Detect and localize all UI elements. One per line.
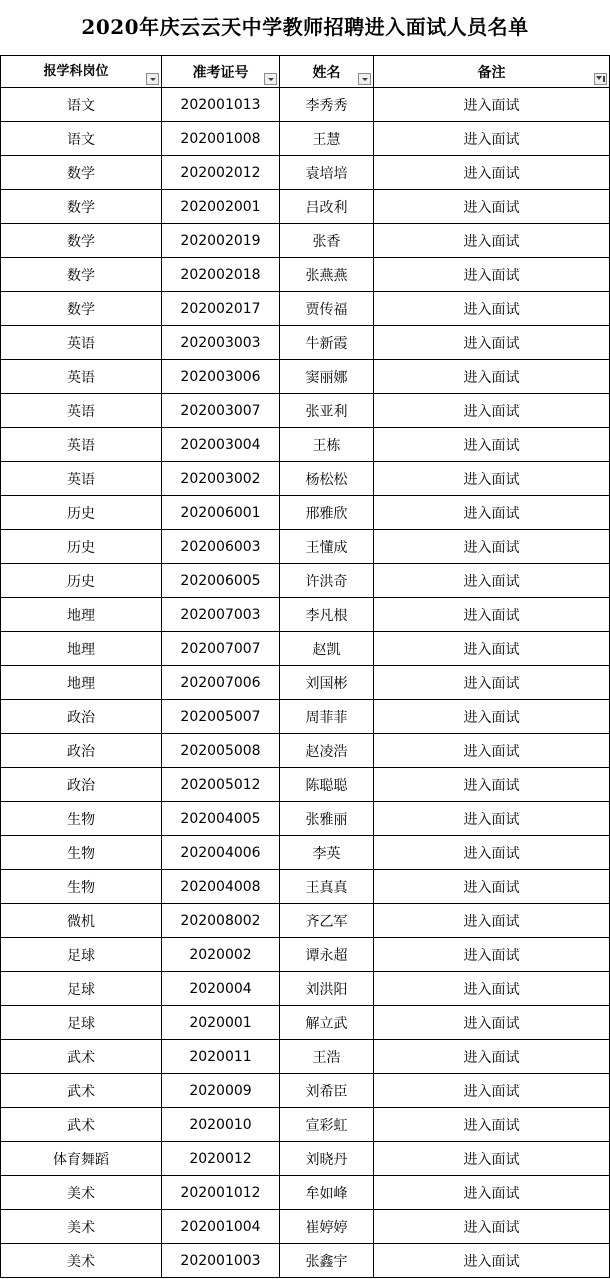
cell-subject[interactable]: 政治 <box>1 734 162 768</box>
cell-remark[interactable]: 进入面试 <box>374 156 610 190</box>
candidate-table <box>0 55 610 1278</box>
table-row <box>1 802 610 836</box>
cell-remark[interactable]: 进入面试 <box>374 564 610 598</box>
filter-active-icon[interactable] <box>594 73 607 85</box>
cell-name[interactable]: 崔婷婷 <box>280 1210 374 1244</box>
table-row <box>1 190 610 224</box>
cell-exam-id[interactable]: 202003004 <box>162 428 280 462</box>
cell-remark[interactable]: 进入面试 <box>374 326 610 360</box>
cell-subject[interactable]: 地理 <box>1 598 162 632</box>
table-row <box>1 1244 610 1278</box>
cell-remark[interactable]: 进入面试 <box>374 972 610 1006</box>
header-exam-id <box>162 56 280 88</box>
cell-name[interactable]: 王懂成 <box>280 530 374 564</box>
table-row <box>1 258 610 292</box>
table-row <box>1 666 610 700</box>
cell-exam-id[interactable]: 202002017 <box>162 292 280 326</box>
cell-subject[interactable]: 语文 <box>1 122 162 156</box>
cell-exam-id[interactable]: 202007003 <box>162 598 280 632</box>
cell-exam-id[interactable]: 202002018 <box>162 258 280 292</box>
cell-exam-id[interactable]: 202007006 <box>162 666 280 700</box>
table-row <box>1 598 610 632</box>
cell-exam-id[interactable]: 2020001 <box>162 1006 280 1040</box>
cell-subject[interactable]: 武术 <box>1 1074 162 1108</box>
cell-name[interactable]: 陈聪聪 <box>280 768 374 802</box>
cell-remark[interactable]: 进入面试 <box>374 88 610 122</box>
cell-remark[interactable]: 进入面试 <box>374 802 610 836</box>
table-row <box>1 122 610 156</box>
table-row <box>1 224 610 258</box>
cell-remark[interactable]: 进入面试 <box>374 496 610 530</box>
cell-remark[interactable]: 进入面试 <box>374 1006 610 1040</box>
cell-exam-id[interactable]: 2020010 <box>162 1108 280 1142</box>
cell-subject[interactable]: 足球 <box>1 938 162 972</box>
table-row <box>1 1210 610 1244</box>
cell-subject[interactable]: 政治 <box>1 700 162 734</box>
cell-remark[interactable]: 进入面试 <box>374 122 610 156</box>
cell-exam-id[interactable]: 202006003 <box>162 530 280 564</box>
table-row <box>1 88 610 122</box>
cell-exam-id[interactable]: 202006005 <box>162 564 280 598</box>
cell-remark[interactable]: 进入面试 <box>374 598 610 632</box>
cell-name[interactable]: 周菲菲 <box>280 700 374 734</box>
cell-subject[interactable]: 英语 <box>1 394 162 428</box>
cell-exam-id[interactable]: 202001008 <box>162 122 280 156</box>
cell-exam-id[interactable]: 2020009 <box>162 1074 280 1108</box>
cell-name[interactable]: 刘洪阳 <box>280 972 374 1006</box>
header-subject <box>1 56 162 88</box>
table-row <box>1 360 610 394</box>
filter-dropdown-icon[interactable] <box>146 73 159 85</box>
cell-name[interactable]: 牟如峰 <box>280 1176 374 1210</box>
cell-remark[interactable]: 进入面试 <box>374 224 610 258</box>
cell-exam-id[interactable]: 202006001 <box>162 496 280 530</box>
cell-name[interactable]: 王慧 <box>280 122 374 156</box>
cell-exam-id[interactable]: 202001013 <box>162 88 280 122</box>
table-row <box>1 530 610 564</box>
cell-remark[interactable]: 进入面试 <box>374 530 610 564</box>
table-row <box>1 462 610 496</box>
cell-subject[interactable]: 武术 <box>1 1040 162 1074</box>
cell-subject[interactable]: 语文 <box>1 88 162 122</box>
cell-name[interactable]: 刘国彬 <box>280 666 374 700</box>
cell-name[interactable]: 李英 <box>280 836 374 870</box>
cell-remark[interactable]: 进入面试 <box>374 904 610 938</box>
cell-remark[interactable]: 进入面试 <box>374 632 610 666</box>
table-row <box>1 1040 610 1074</box>
cell-remark[interactable]: 进入面试 <box>374 1142 610 1176</box>
cell-name[interactable]: 赵凯 <box>280 632 374 666</box>
table-row <box>1 1074 610 1108</box>
cell-subject[interactable]: 历史 <box>1 496 162 530</box>
cell-exam-id[interactable]: 202003006 <box>162 360 280 394</box>
page-title: 2020年庆云云天中学教师招聘进入面试人员名单 <box>81 15 529 39</box>
cell-exam-id[interactable]: 202005008 <box>162 734 280 768</box>
cell-subject[interactable]: 地理 <box>1 666 162 700</box>
table-row <box>1 632 610 666</box>
header-remark <box>374 56 610 88</box>
cell-subject[interactable]: 美术 <box>1 1210 162 1244</box>
cell-remark[interactable]: 进入面试 <box>374 1108 610 1142</box>
cell-exam-id[interactable]: 2020004 <box>162 972 280 1006</box>
cell-subject[interactable]: 英语 <box>1 462 162 496</box>
cell-subject[interactable]: 足球 <box>1 972 162 1006</box>
cell-exam-id[interactable]: 202004006 <box>162 836 280 870</box>
header-name-label: 姓名 <box>312 64 341 81</box>
cell-name[interactable]: 张鑫宇 <box>280 1244 374 1278</box>
cell-subject[interactable]: 政治 <box>1 768 162 802</box>
cell-exam-id[interactable]: 202001003 <box>162 1244 280 1278</box>
table-row <box>1 156 610 190</box>
cell-name[interactable]: 窦丽娜 <box>280 360 374 394</box>
cell-name[interactable]: 杨松松 <box>280 462 374 496</box>
cell-exam-id[interactable]: 202002019 <box>162 224 280 258</box>
header-name <box>280 56 374 88</box>
cell-subject[interactable]: 生物 <box>1 870 162 904</box>
cell-name[interactable]: 李秀秀 <box>280 88 374 122</box>
cell-subject[interactable]: 数学 <box>1 292 162 326</box>
table-row <box>1 836 610 870</box>
cell-remark[interactable]: 进入面试 <box>374 870 610 904</box>
cell-name[interactable]: 王栋 <box>280 428 374 462</box>
cell-name[interactable]: 解立武 <box>280 1006 374 1040</box>
cell-subject[interactable]: 足球 <box>1 1006 162 1040</box>
cell-remark[interactable]: 进入面试 <box>374 428 610 462</box>
cell-subject[interactable]: 英语 <box>1 360 162 394</box>
cell-remark[interactable]: 进入面试 <box>374 666 610 700</box>
cell-subject[interactable]: 数学 <box>1 224 162 258</box>
table-row <box>1 904 610 938</box>
cell-remark[interactable]: 进入面试 <box>374 360 610 394</box>
cell-exam-id[interactable]: 202001004 <box>162 1210 280 1244</box>
header-remark-label: 备注 <box>477 64 506 81</box>
cell-exam-id[interactable]: 202002001 <box>162 190 280 224</box>
cell-remark[interactable]: 进入面试 <box>374 1040 610 1074</box>
table-header-row <box>1 56 610 88</box>
cell-remark[interactable]: 进入面试 <box>374 938 610 972</box>
cell-remark[interactable]: 进入面试 <box>374 258 610 292</box>
cell-exam-id[interactable]: 2020011 <box>162 1040 280 1074</box>
cell-name[interactable]: 刘晓丹 <box>280 1142 374 1176</box>
cell-exam-id[interactable]: 2020002 <box>162 938 280 972</box>
table-row <box>1 870 610 904</box>
cell-remark[interactable]: 进入面试 <box>374 734 610 768</box>
cell-name[interactable]: 袁培培 <box>280 156 374 190</box>
cell-name[interactable]: 邢雅欣 <box>280 496 374 530</box>
cell-remark[interactable]: 进入面试 <box>374 1244 610 1278</box>
cell-name[interactable]: 赵凌浩 <box>280 734 374 768</box>
cell-name[interactable]: 王真真 <box>280 870 374 904</box>
cell-remark[interactable]: 进入面试 <box>374 190 610 224</box>
cell-remark[interactable]: 进入面试 <box>374 700 610 734</box>
table-row <box>1 972 610 1006</box>
cell-exam-id[interactable]: 202005007 <box>162 700 280 734</box>
filter-dropdown-icon[interactable] <box>264 73 277 85</box>
table-row <box>1 564 610 598</box>
cell-subject[interactable]: 英语 <box>1 428 162 462</box>
cell-name[interactable]: 许洪奇 <box>280 564 374 598</box>
cell-exam-id[interactable]: 202008002 <box>162 904 280 938</box>
table-row <box>1 394 610 428</box>
cell-exam-id[interactable]: 2020012 <box>162 1142 280 1176</box>
cell-subject[interactable]: 数学 <box>1 190 162 224</box>
cell-subject[interactable]: 地理 <box>1 632 162 666</box>
cell-exam-id[interactable]: 202003002 <box>162 462 280 496</box>
cell-subject[interactable]: 英语 <box>1 326 162 360</box>
cell-name[interactable]: 宣彩虹 <box>280 1108 374 1142</box>
cell-exam-id[interactable]: 202001012 <box>162 1176 280 1210</box>
cell-name[interactable]: 张雅丽 <box>280 802 374 836</box>
cell-remark[interactable]: 进入面试 <box>374 768 610 802</box>
filter-dropdown-icon[interactable] <box>358 73 371 85</box>
cell-name[interactable]: 谭永超 <box>280 938 374 972</box>
cell-remark[interactable]: 进入面试 <box>374 394 610 428</box>
cell-exam-id[interactable]: 202003003 <box>162 326 280 360</box>
table-row <box>1 292 610 326</box>
cell-remark[interactable]: 进入面试 <box>374 1210 610 1244</box>
cell-subject[interactable]: 体育舞蹈 <box>1 1142 162 1176</box>
header-exam-id-label: 准考证号 <box>192 64 249 81</box>
cell-subject[interactable]: 历史 <box>1 530 162 564</box>
cell-subject[interactable]: 生物 <box>1 836 162 870</box>
table-row <box>1 700 610 734</box>
cell-exam-id[interactable]: 202007007 <box>162 632 280 666</box>
cell-remark[interactable]: 进入面试 <box>374 1074 610 1108</box>
cell-name[interactable]: 刘希臣 <box>280 1074 374 1108</box>
cell-name[interactable]: 牛新霞 <box>280 326 374 360</box>
table-row <box>1 1176 610 1210</box>
cell-remark[interactable]: 进入面试 <box>374 1176 610 1210</box>
cell-subject[interactable]: 数学 <box>1 258 162 292</box>
cell-exam-id[interactable]: 202005012 <box>162 768 280 802</box>
cell-name[interactable]: 李凡根 <box>280 598 374 632</box>
cell-remark[interactable]: 进入面试 <box>374 462 610 496</box>
table-row <box>1 1142 610 1176</box>
cell-subject[interactable]: 数学 <box>1 156 162 190</box>
cell-exam-id[interactable]: 202004005 <box>162 802 280 836</box>
table-row <box>1 734 610 768</box>
table-row <box>1 496 610 530</box>
cell-remark[interactable]: 进入面试 <box>374 836 610 870</box>
table-row <box>1 428 610 462</box>
table-row <box>1 1006 610 1040</box>
cell-exam-id[interactable]: 202003007 <box>162 394 280 428</box>
table-row <box>1 938 610 972</box>
table-row <box>1 1108 610 1142</box>
cell-name[interactable]: 张燕燕 <box>280 258 374 292</box>
header-subject-label: 报学科岗位 <box>43 63 109 79</box>
table-row <box>1 768 610 802</box>
table-row <box>1 326 610 360</box>
cell-name[interactable]: 齐乙军 <box>280 904 374 938</box>
cell-remark[interactable]: 进入面试 <box>374 292 610 326</box>
cell-subject[interactable]: 美术 <box>1 1176 162 1210</box>
cell-subject[interactable]: 微机 <box>1 904 162 938</box>
cell-subject[interactable]: 历史 <box>1 564 162 598</box>
cell-name[interactable]: 吕改利 <box>280 190 374 224</box>
cell-exam-id[interactable]: 202002012 <box>162 156 280 190</box>
cell-name[interactable]: 王浩 <box>280 1040 374 1074</box>
cell-exam-id[interactable]: 202004008 <box>162 870 280 904</box>
cell-subject[interactable]: 生物 <box>1 802 162 836</box>
cell-name[interactable]: 贾传福 <box>280 292 374 326</box>
cell-name[interactable]: 张亚利 <box>280 394 374 428</box>
cell-name[interactable]: 张香 <box>280 224 374 258</box>
cell-subject[interactable]: 武术 <box>1 1108 162 1142</box>
cell-subject[interactable]: 美术 <box>1 1244 162 1278</box>
